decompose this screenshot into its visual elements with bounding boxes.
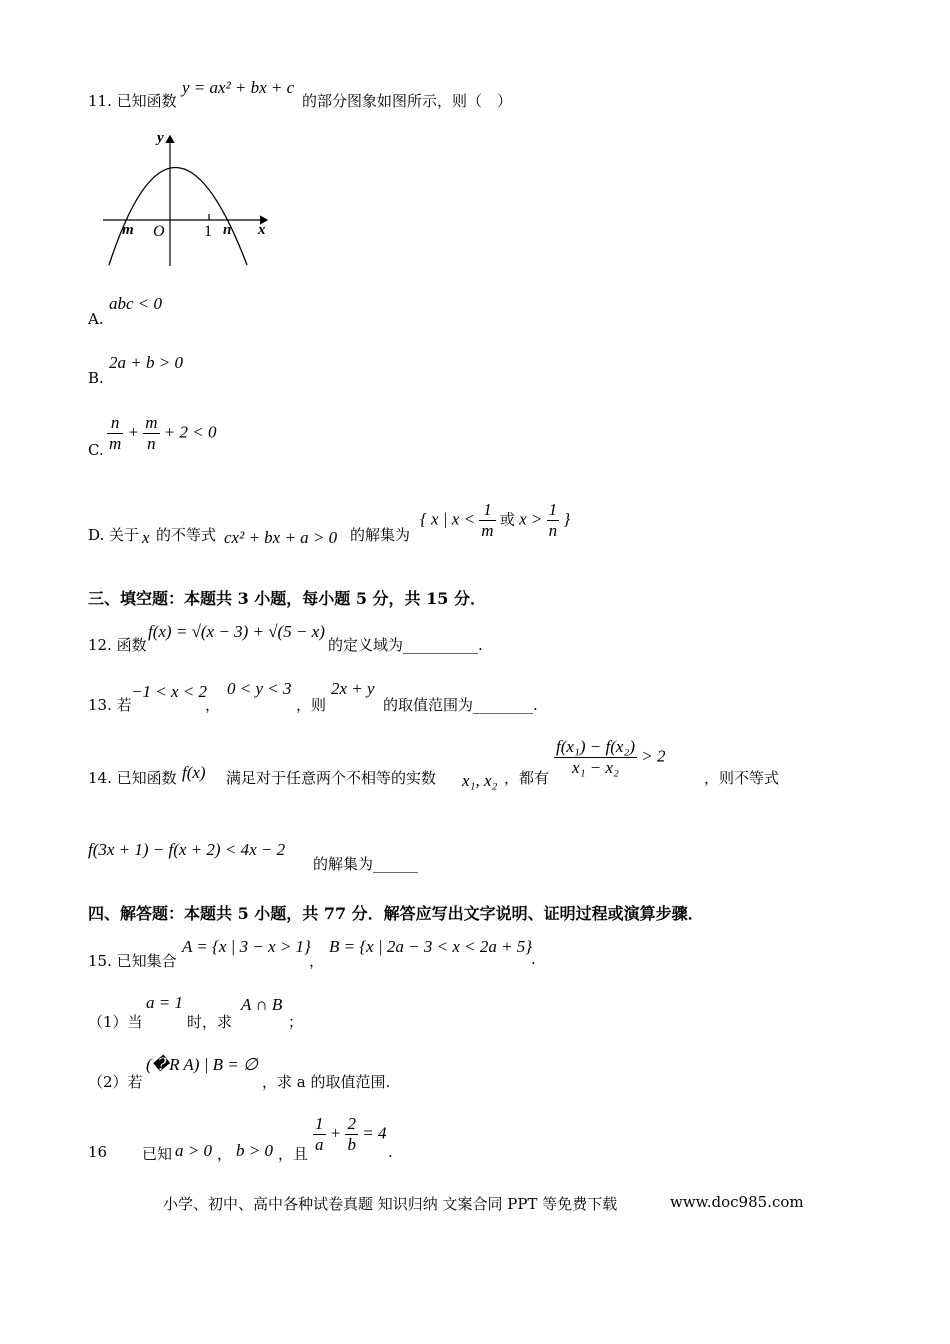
q13-tail: 的取值范围为________.	[383, 696, 538, 714]
q15-part1-lead: （1）当	[88, 1013, 143, 1031]
section-4-heading: 四、解答题：本题共 5 小题，共 77 分．解答应写出文字说明、证明过程或演算步骤．	[88, 904, 704, 923]
option-c-label: C.	[88, 441, 104, 459]
q16-lead: 已知	[142, 1145, 173, 1163]
q14-tail: ，则不等式	[704, 769, 780, 787]
q14-f: f(x)	[182, 763, 206, 782]
q15-part1-end: ；	[288, 1013, 304, 1031]
q16-sep: ，	[217, 1145, 233, 1163]
q11-tail: 的部分图象如图所示，则（ ）	[302, 92, 513, 110]
option-a-label: A.	[88, 310, 104, 328]
option-d-mid2: 的解集为	[350, 526, 411, 544]
option-d-solution-set: { x | x < $\frac{1}{m}$ 或 x > $\frac{1}{n}$ }	[420, 500, 571, 540]
label-m: m	[122, 222, 134, 238]
q14-lead: 14. 已知函数	[88, 769, 177, 787]
q16-number: 16	[88, 1143, 108, 1161]
label-n: n	[223, 222, 232, 238]
parabola-graph	[95, 128, 280, 270]
q15-lead: 15. 已知集合	[88, 952, 177, 970]
q14-condition: $\frac{\text{f(x₁) − f(x₂)}}{\text{x₁ − x₂}}$ > 2	[556, 737, 666, 777]
x-axis-label: x	[258, 222, 266, 238]
label-one: 1	[204, 223, 212, 240]
option-d-label: D. 关于	[88, 526, 140, 544]
q15-part1-cond: a = 1	[146, 993, 183, 1012]
option-c-expr: $\frac{n}{m}$ + $\frac{m}{n}$ + 2 < 0	[109, 413, 217, 453]
q16-equation: $\frac{1}{a}$ + $\frac{2}{b}$ = 4	[315, 1114, 387, 1154]
option-d-mid: 的不等式	[156, 526, 217, 544]
option-d-ineq: cx² + bx + a > 0	[224, 528, 338, 547]
q15-set-a: A = {x | 3 − x > 1}	[182, 937, 311, 956]
section-3-heading: 三、填空题：本题共 3 小题，每小题 5 分，共 15 分．	[88, 589, 486, 608]
option-b-label: B.	[88, 369, 104, 387]
q13-expr: 2x + y	[331, 679, 375, 698]
footer-url[interactable]: www.doc985.com	[670, 1193, 804, 1211]
q14-mid2: ，都有	[504, 769, 550, 787]
footer-text: 小学、初中、高中各种试卷真题 知识归纳 文案合同 PPT 等免费下载	[163, 1195, 618, 1213]
q13-cond2: 0 < y < 3	[227, 679, 292, 698]
parabola-curve	[109, 168, 247, 266]
q15-part2-expr: (�R A) | B = ∅	[146, 1055, 258, 1074]
q15-sep: ，	[309, 952, 325, 970]
q15-part2-lead: （2）若	[88, 1073, 143, 1091]
q15-part1-expr: A ∩ B	[241, 995, 283, 1014]
q15-end: .	[531, 950, 536, 968]
option-a-expr: abc < 0	[109, 294, 163, 313]
q14-vars: x₁, x₂	[462, 771, 498, 790]
q14-tail2: 的解集为______	[313, 855, 419, 873]
q14-mid: 满足对于任意两个不相等的实数	[226, 769, 437, 787]
q15-set-b: B = {x | 2a − 3 < x < 2a + 5}	[329, 937, 533, 956]
q15-part2-tail: ，求 a 的取值范围.	[262, 1073, 391, 1091]
q12-tail: 的定义域为__________.	[328, 636, 483, 654]
q13-sep1: ，	[205, 696, 221, 714]
option-d-var: x	[142, 528, 150, 547]
q12-formula: f(x) = √(x − 3) + √(5 − x)	[148, 622, 325, 641]
q16-cond1: a > 0	[175, 1141, 212, 1160]
q11-lead: 11. 已知函数	[88, 92, 177, 110]
q12-lead: 12. 函数	[88, 636, 147, 654]
q14-inequality: f(3x + 1) − f(x + 2) < 4x − 2	[88, 840, 286, 859]
q11-formula: y = ax² + bx + c	[182, 78, 295, 97]
q16-end: .	[388, 1143, 393, 1161]
q16-mid: ，且	[278, 1145, 309, 1163]
q16-cond2: b > 0	[236, 1141, 273, 1160]
q13-sep2: ，则	[296, 696, 327, 714]
label-origin: O	[153, 223, 165, 240]
q13-lead: 13. 若	[88, 696, 132, 714]
y-axis-label: y	[157, 130, 164, 146]
q13-cond1: −1 < x < 2	[131, 682, 207, 701]
q15-part1-mid: 时，求	[187, 1013, 233, 1031]
option-b-expr: 2a + b > 0	[109, 353, 183, 372]
